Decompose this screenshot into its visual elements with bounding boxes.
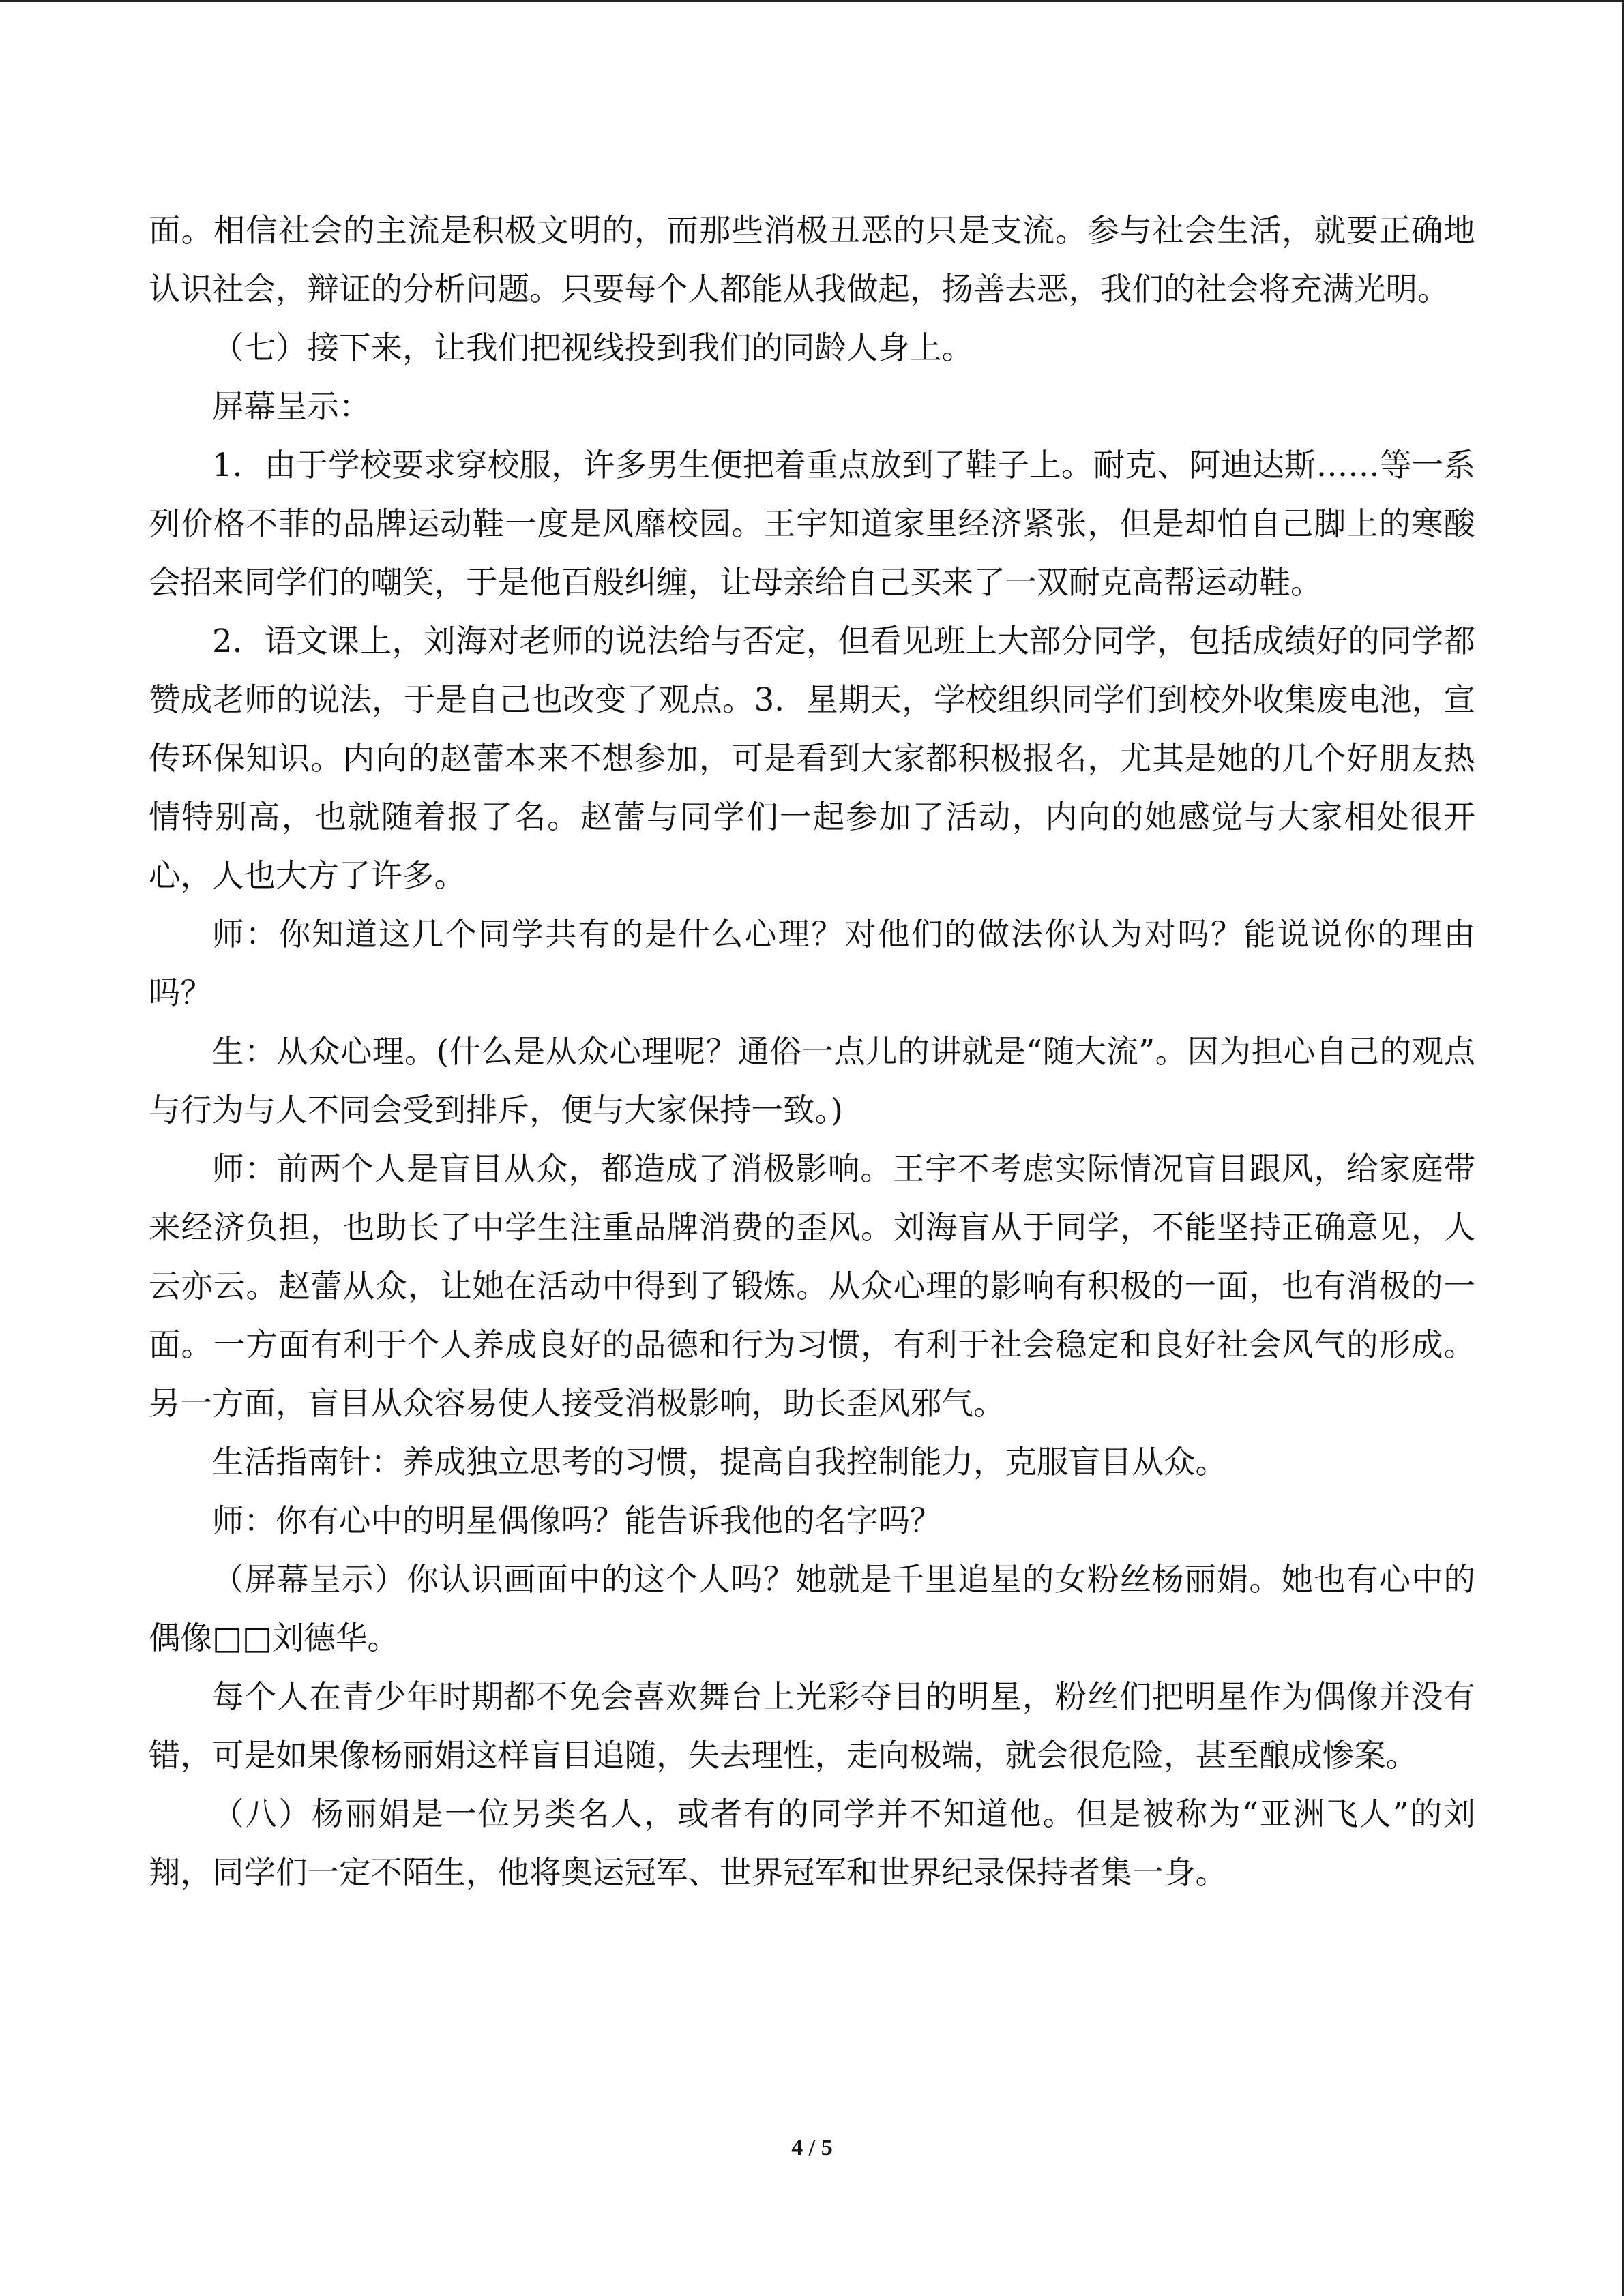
document-body xyxy=(149,201,1475,1902)
paragraph-continuation: 面。相信社会的主流是积极文明的，而那些消极丑恶的只是支流。参与社会生活，就要正确地认识社会，辩证的分析问题。只要每个人都能从我做起，扬善去恶，我们的社会将充满光明。 xyxy=(149,212,1475,308)
paragraph-life-guide: 生活指南针：养成独立思考的习惯，提高自我控制能力，克服盲目从众。 xyxy=(212,1444,1227,1480)
paragraph-student-answer: 生：从众心理。(什么是从众心理呢？通俗一点儿的讲就是“随大流”。因为担心自己的观点与行为与人不同会受到排斥，便与大家保持一致。) xyxy=(149,1033,1475,1129)
paragraph-section-eight: （八）杨丽娟是一位另类名人，或者有的同学并不知道他。但是被称为“亚洲飞人”的刘翔，同学们一定不陌生，他将奥运冠军、世界冠军和世界纪录保持者集一身。 xyxy=(149,1795,1475,1891)
paragraph-section-seven: （七）接下来，让我们把视线投到我们的同龄人身上。 xyxy=(212,329,973,366)
paragraph-screen-display: 屏幕呈示： xyxy=(212,388,371,425)
paragraph-teacher-question: 师：你知道这几个同学共有的是什么心理？对他们的做法你认为对吗？能说说你的理由吗？ xyxy=(149,916,1475,1011)
paragraph-case-two-three: 2．语文课上，刘海对老师的说法给与否定，但看见班上大部分同学，包括成绩好的同学都赞成老师的说法，于是自己也改变了观点。3．星期天，学校组织同学们到校外收集废电池，宣传环保知识。内向的赵蕾本来不想参加，可是看到大家都积极报名，尤其是她的几个好朋友热情特别高，也就随着报了名。赵蕾与同学们一起参加了活动，内向的她感觉与大家相处很开心，人也大方了许多。 xyxy=(149,623,1475,894)
paragraph-screen-idol: （屏幕呈示）你认识画面中的这个人吗？她就是千里追星的女粉丝杨丽娟。她也有心中的偶像□□刘德华。 xyxy=(149,1561,1475,1656)
paragraph-teacher-analysis: 师：前两个人是盲目从众，都造成了消极影响。王宇不考虑实际情况盲目跟风，给家庭带来经济负担，也助长了中学生注重品牌消费的歪风。刘海盲从于同学，不能坚持正确意见，人云亦云。赵蕾从众，让她在活动中得到了锻炼。从众心理的影响有积极的一面，也有消极的一面。一方面有利于个人养成良好的品德和行为习惯，有利于社会稳定和良好社会风气的形成。另一方面，盲目从众容易使人接受消极影响，助长歪风邪气。 xyxy=(149,1150,1475,1422)
paragraph-idol-discussion: 每个人在青少年时期都不免会喜欢舞台上光彩夺目的明星，粉丝们把明星作为偶像并没有错，可是如果像杨丽娟这样盲目追随，失去理性，走向极端，就会很危险，甚至酿成惨案。 xyxy=(149,1678,1475,1774)
paragraph-case-one: 1．由于学校要求穿校服，许多男生便把着重点放到了鞋子上。耐克、阿迪达斯……等一系列价格不菲的品牌运动鞋一度是风靡校园。王宇知道家里经济紧张，但是却怕自己脚上的寒酸会招来同学们的嘲笑，于是他百般纠缠，让母亲给自己买来了一双耐克高帮运动鞋。 xyxy=(149,447,1475,601)
page-number: 4 / 5 xyxy=(791,2135,833,2160)
paragraph-teacher-idol-question: 师：你有心中的明星偶像吗？能告诉我他的名字吗？ xyxy=(212,1502,942,1539)
